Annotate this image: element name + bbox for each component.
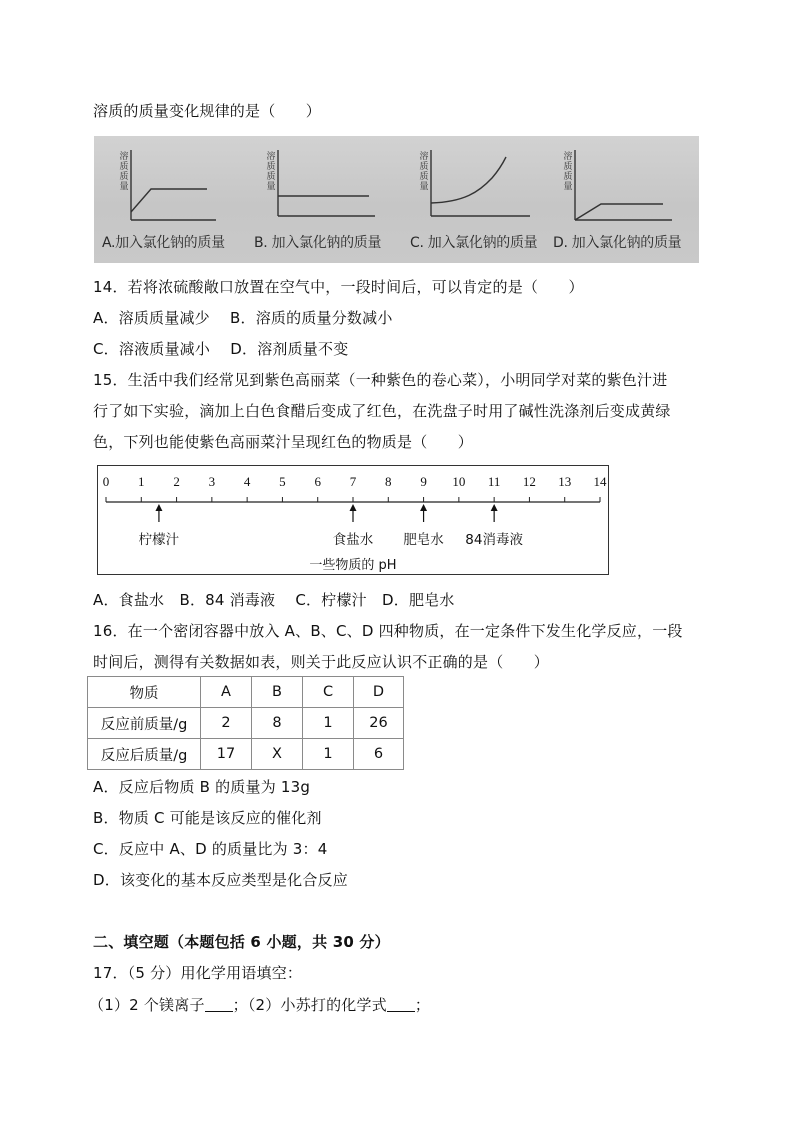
ph-tick-label: 7 [349, 474, 357, 489]
ph-scale-figure [97, 465, 609, 575]
q15-stem-line2: 行了如下实验，滴加上白色食醋后变成了红色，在洗盘子时用了碱性洗涤剂后变成黄绿 [93, 402, 671, 420]
q15-stem-line1: 15．生活中我们经常见到紫色高丽菜（一种紫色的卷心菜），小明同学对菜的紫色汁进 [93, 371, 668, 389]
graph-c-curve [431, 157, 506, 203]
q17-sub1-part2: ；（2）小苏打的化学式 [232, 996, 387, 1014]
ph-tick-label: 4 [243, 474, 251, 489]
q15-options: A．食盐水 B．84 消毒液 C．柠檬汁 D．肥皂水 [93, 591, 455, 609]
table-cell: 8 [252, 708, 303, 739]
ph-tick-label: 2 [173, 474, 180, 489]
table-cell: A [201, 677, 252, 708]
q16-option-c: C．反应中 A、D 的质量比为 3：4 [93, 840, 328, 858]
q16-option-b: B．物质 C 可能是该反应的催化剂 [93, 809, 322, 827]
q13-graphs-image [94, 136, 699, 263]
section-2-title: 二、填空题（本题包括 6 小题，共 30 分） [93, 933, 390, 951]
table-cell: 1 [303, 739, 354, 770]
ph-arrow [420, 504, 427, 522]
graph-d-ylabel: 溶 质 质 量 [563, 152, 573, 192]
ph-substance-label: 肥皂水 [403, 532, 444, 548]
graph-a-axes [131, 150, 216, 220]
graph-b-ylabel: 溶 质 质 量 [266, 152, 276, 192]
q16-stem-line1: 16．在一个密闭容器中放入 A、B、C、D 四种物质，在一定条件下发生化学反应，一段 [93, 622, 683, 640]
table-header-row [88, 677, 404, 708]
graph-a-curve [131, 189, 207, 212]
graph-d-curve [575, 204, 663, 220]
ph-scale-caption: 一些物质的 pH [309, 558, 397, 573]
table-row [88, 708, 404, 739]
q14-options-line2: C．溶液质量减小 D．溶剂质量不变 [93, 340, 349, 358]
ph-substance-label: 柠檬汁 [138, 532, 180, 548]
ph-tick-label: 9 [420, 474, 427, 489]
q14-stem: 14．若将浓硫酸敞口放置在空气中，一段时间后，可以肯定的是（ ） [93, 278, 584, 296]
ph-arrow [491, 504, 498, 522]
ph-tick-label: 12 [522, 474, 536, 489]
ph-tick-label: 5 [279, 474, 286, 489]
table-cell: 1 [303, 708, 354, 739]
table-cell: C [303, 677, 354, 708]
q17-sub1-part1: （1）2 个镁离子 [89, 996, 205, 1014]
q17-sub1-part3: ； [414, 996, 431, 1014]
table-row [88, 739, 404, 770]
ph-tick-label: 11 [487, 474, 501, 489]
graph-a-ylabel: 溶 质 质 量 [119, 152, 129, 192]
ph-arrow [155, 504, 162, 522]
graph-c-caption: C. 加入氯化钠的质量 [410, 235, 538, 251]
ph-substance-label: 食盐水 [332, 532, 374, 548]
q16-data-table [87, 676, 404, 770]
ph-tick-label: 1 [138, 474, 145, 489]
table-cell: 物质 [88, 677, 201, 708]
ph-tick-label: 8 [385, 474, 392, 489]
table-cell: D [354, 677, 404, 708]
q16-stem-line2: 时间后，测得有关数据如表，则关于此反应认识不正确的是（ ） [93, 653, 550, 671]
ph-arrow [350, 504, 357, 522]
q14-options-line1: A．溶质质量减少 B．溶质的质量分数减小 [93, 309, 393, 327]
q17-stem: 17．（5 分）用化学用语填空： [93, 964, 303, 982]
q16-option-a: A．反应后物质 B 的质量为 13g [93, 778, 311, 796]
answer-blank-2[interactable] [387, 997, 415, 1012]
graph-b-axes [278, 150, 375, 216]
table-cell: X [252, 739, 303, 770]
ph-substance-label: 84消毒液 [465, 532, 523, 548]
q17-sub1 [89, 995, 430, 1015]
answer-blank-1[interactable] [205, 997, 233, 1012]
table-cell: 反应前质量/g [88, 708, 201, 739]
graph-d-caption: D. 加入氯化钠的质量 [553, 235, 682, 251]
table-cell: 2 [201, 708, 252, 739]
graph-c-ylabel: 溶 质 质 量 [419, 152, 429, 192]
ph-tick-label: 13 [558, 474, 572, 489]
table-cell: 17 [201, 739, 252, 770]
ph-tick-label: 3 [208, 474, 216, 489]
graph-a-caption: A.加入氯化钠的质量 [102, 235, 225, 251]
q16-option-d: D．该变化的基本反应类型是化合反应 [93, 871, 348, 889]
ph-tick-label: 0 [102, 474, 110, 489]
q15-stem-line3: 色，下列也能使紫色高丽菜汁呈现红色的物质是（ ） [93, 433, 474, 451]
ph-tick-label: 10 [452, 474, 466, 489]
table-cell: 26 [354, 708, 404, 739]
ph-tick-label: 14 [593, 474, 607, 489]
table-cell: B [252, 677, 303, 708]
table-cell: 6 [354, 739, 404, 770]
table-cell: 反应后质量/g [88, 739, 201, 770]
ph-tick-label: 6 [314, 474, 321, 489]
graph-c-axes [431, 150, 530, 216]
q13-stem-tail: 溶质的质量变化规律的是（ ） [93, 102, 322, 120]
graph-b-caption: B. 加入氯化钠的质量 [254, 235, 382, 251]
graph-d-axes [575, 150, 672, 220]
